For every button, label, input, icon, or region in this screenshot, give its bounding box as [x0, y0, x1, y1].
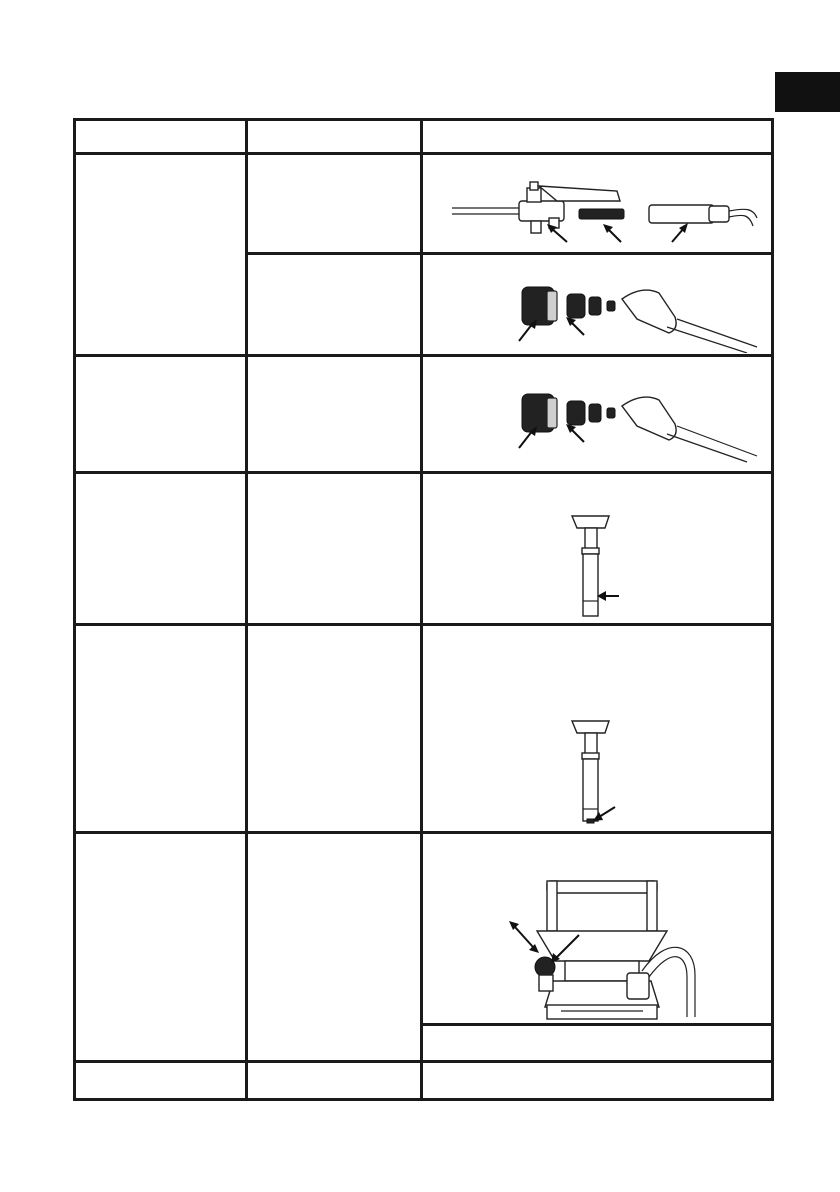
- table-row: [75, 473, 773, 625]
- cause-cell: [247, 356, 422, 473]
- troubleshooting-table: [73, 118, 774, 1101]
- cause-cell: [247, 1062, 422, 1100]
- table-row: [75, 356, 773, 473]
- problem-cell: [75, 473, 247, 625]
- header-cause: [247, 120, 422, 154]
- table-row: [75, 1062, 773, 1100]
- table-header-row: [75, 120, 773, 154]
- cause-cell: [247, 625, 422, 833]
- table-row: [75, 154, 773, 254]
- pump-cylinder-seal-figure: [427, 476, 767, 622]
- lance-valve-filter-nozzle-figure: [427, 156, 767, 252]
- cause-cell: [247, 154, 422, 254]
- table-row: [75, 833, 773, 1025]
- solution-cell: [422, 154, 773, 254]
- header-solution: [422, 120, 773, 154]
- problem-cell: [75, 356, 247, 473]
- solution-cell: [422, 254, 773, 356]
- solution-note-cell: [422, 1025, 773, 1062]
- solution-cell: [422, 473, 773, 625]
- table-row: [75, 625, 773, 833]
- cause-cell: [247, 833, 422, 1062]
- pump-cylinder-valve-figure: [427, 629, 767, 829]
- header-problem: [75, 120, 247, 154]
- cause-cell: [247, 473, 422, 625]
- pointer-arrow-icon: [566, 317, 584, 335]
- problem-cell: [75, 154, 247, 356]
- pointer-arrow-icon: [597, 591, 619, 601]
- pointer-arrow-icon: [603, 224, 621, 242]
- hose-coupling-parts-figure: [427, 257, 767, 353]
- solution-cell: [422, 833, 773, 1025]
- problem-cell: [75, 833, 247, 1062]
- solution-cell: [422, 625, 773, 833]
- problem-cell: [75, 625, 247, 833]
- language-tab: [775, 72, 840, 112]
- tank-pressure-relief-valve-figure: [427, 835, 767, 1023]
- pointer-arrow-icon: [672, 223, 688, 242]
- pointer-arrow-icon: [566, 424, 584, 442]
- cause-cell: [247, 254, 422, 356]
- hose-coupling-parts-figure: [427, 364, 767, 464]
- solution-cell: [422, 356, 773, 473]
- solution-cell: [422, 1062, 773, 1100]
- problem-cell: [75, 1062, 247, 1100]
- double-headed-arrow-icon: [509, 921, 539, 953]
